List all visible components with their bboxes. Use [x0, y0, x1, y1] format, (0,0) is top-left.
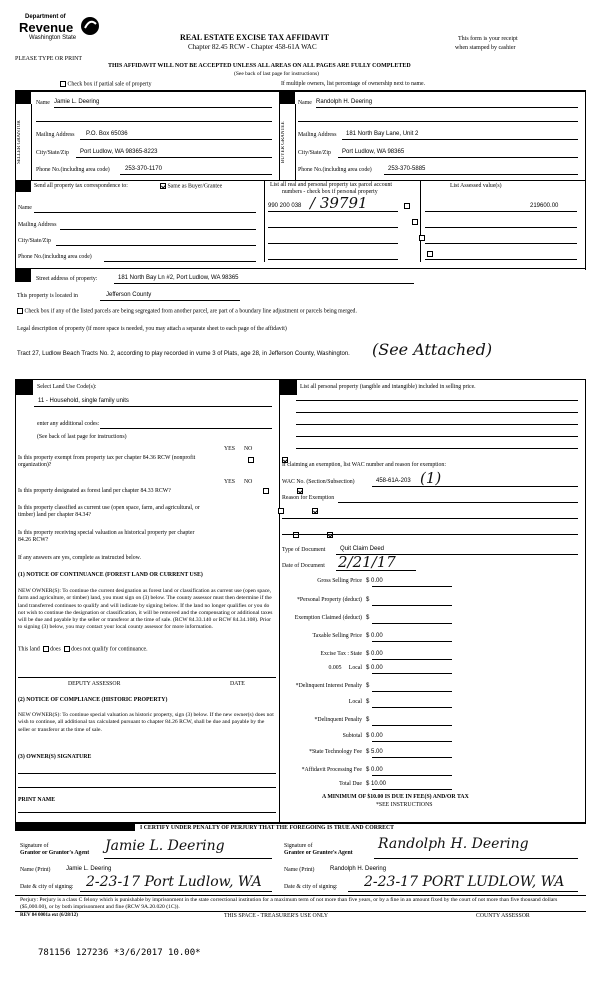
- street-label: Street address of property:: [36, 276, 98, 282]
- buyer-name-print[interactable]: Randolph H. Deering: [330, 866, 387, 872]
- q2-yes[interactable]: [263, 488, 269, 494]
- calc-label: Local: [348, 699, 362, 705]
- send-phone-label: Phone No.(including area code): [18, 254, 92, 260]
- seller-phone-field[interactable]: 253-370-1170: [125, 166, 162, 172]
- partial-sale-label: Check box if partial sale of property: [67, 81, 152, 88]
- notice1-title: (1) NOTICE OF CONTINUANCE (FOREST LAND OR CURRENT USE): [18, 572, 203, 578]
- logo-dept: Department of: [25, 14, 66, 20]
- calc-value[interactable]: $ 0.00: [366, 733, 383, 739]
- owners-signature-title: (3) OWNER(S) SIGNATURE: [18, 754, 92, 760]
- calc-underline: [372, 725, 452, 726]
- located-label: This property is located in: [17, 293, 78, 299]
- seller-name-print-label: Name (Print): [20, 867, 51, 873]
- landuse-seeback: (See back of last page for instructions): [37, 434, 127, 440]
- calc-underline: [372, 641, 452, 642]
- seller-city-field[interactable]: Port Ludlow, WA 98365-8223: [80, 149, 158, 155]
- same-as-buyer-label: Same as Buyer/Grantee: [167, 183, 223, 190]
- landuse-label: Select Land Use Code(s):: [37, 384, 97, 390]
- calc-underline: [372, 789, 452, 790]
- yes-header-1: YES: [224, 446, 235, 452]
- calc-underline: [372, 691, 452, 692]
- certify-statement: I CERTIFY UNDER PENALTY OF PERJURY THAT THE FOREGOING IS TRUE AND CORRECT: [140, 825, 395, 831]
- seller-signature: Jamie L. Deering: [105, 838, 225, 854]
- calc-label: Total Due: [339, 781, 362, 787]
- partial-sale-box[interactable]: [60, 81, 66, 87]
- q1-yes[interactable]: [248, 457, 254, 463]
- buyer-name-field[interactable]: Randolph H. Deering: [316, 99, 373, 105]
- calc-label: *Delinquent Penalty: [314, 717, 362, 723]
- buyer-side-label: BUYER GRANTEE: [281, 121, 286, 164]
- perjury-notice: Perjury: Perjury is a class C felony which is punishable by imprisonment in the state correctional institution for a maximum term of not more than five years, or by a fine in an amount fixed by the court of not more than five thousand dollars ($5,000.00), or by both imprisonment and fine (RCW 9A.20.020 (1C)).: [20, 897, 558, 910]
- q2-label: Is this property designated as forest land per chapter 84.33 RCW?: [18, 488, 171, 494]
- section-1-marker: [15, 90, 31, 104]
- q3-no[interactable]: [312, 508, 318, 514]
- calc-label: Taxable Selling Price: [312, 633, 362, 639]
- seller-date-label: Date & city of signing:: [20, 884, 74, 890]
- calc-value[interactable]: $: [366, 699, 370, 705]
- same-as-buyer-box[interactable]: [160, 183, 166, 189]
- calc-value[interactable]: $ 0.00: [366, 767, 383, 773]
- calc-label: 0.005 Local: [328, 665, 362, 671]
- no-header-2: NO: [244, 479, 253, 485]
- this-land-label: This land: [18, 646, 40, 653]
- continuance-row: [18, 646, 148, 652]
- warning-banner: THIS AFFIDAVIT WILL NOT BE ACCEPTED UNLESS ALL AREAS ON ALL PAGES ARE FULLY COMPLETED: [108, 63, 411, 69]
- partial-sale-checkbox[interactable]: [60, 81, 151, 87]
- calc-underline: [372, 707, 452, 708]
- calc-row: [282, 683, 578, 692]
- section-3-marker: [15, 180, 31, 192]
- calc-label: Subtotal: [342, 733, 362, 739]
- parcel-header-1: List all real and personal property tax parcel account: [270, 182, 393, 188]
- logo-revenue: Revenue: [19, 20, 74, 35]
- wac-field[interactable]: 458-61A-203: [376, 478, 411, 484]
- minimum-note: A MINIMUM OF $10.00 IS DUE IN FEE(S) AND/OR TAX: [322, 794, 469, 800]
- calc-row: [282, 633, 578, 642]
- calc-value[interactable]: $ 10.00: [366, 781, 387, 787]
- calc-row: [282, 781, 578, 790]
- revenue-logo: [15, 14, 105, 48]
- assessed-header: List Assessed value(s): [450, 183, 502, 189]
- send-name-label: Name: [18, 205, 32, 211]
- calc-row: [282, 767, 578, 776]
- logo-state: Washington State: [29, 35, 77, 41]
- does-label: does: [50, 646, 61, 653]
- treasurer-space: THIS SPACE - TREASURER'S USE ONLY: [224, 913, 329, 919]
- section-6-marker: [279, 379, 297, 395]
- calc-underline: [372, 659, 452, 660]
- buyer-name-print-label: Name (Print): [284, 867, 315, 873]
- buyer-city-label: City/State/Zip: [298, 150, 331, 156]
- receipt-note-1: This form is your receipt: [458, 36, 518, 42]
- calc-label: Gross Selling Price: [317, 578, 362, 584]
- section-4-marker: [15, 268, 31, 282]
- calc-underline: [372, 673, 452, 674]
- county-assessor: COUNTY ASSESSOR: [476, 913, 530, 919]
- calc-row: [282, 665, 578, 674]
- doc-type-label: Type of Document: [282, 547, 326, 553]
- calc-row: [282, 733, 578, 742]
- same-as-buyer-checkbox[interactable]: [160, 183, 222, 189]
- doesnot-label: does not qualify for continuance.: [71, 646, 148, 653]
- notice1-body: NEW OWNER(S): To continue the current designation as forest land or classification as current use (open space, farm and agriculture, or timber) land, you must sign on (3) below. The county assessor must then determine if the land transferred continues to qualify and will indicate by signing below. If the land no longer qualifies or you do not wish to continue the designation or classification, it will be removed and the compensating or additional taxes will be due and payable by the seller or transferor at the time of sale. (RCW 84.33.140 or RCW 84.34.108). Prior to signing (3) below, you may contact your local county assessor for more information.: [18, 588, 273, 631]
- notice2-body: NEW OWNER(S): To continue special valuation as historic property, sign (3) below. If the new owner(s) does not wish to continue, all additional tax calculated pursuant to chapter 84.26 RCW, shall be due and payable by the seller or transferor at the time of sale.: [18, 712, 274, 733]
- seller-name-label: Name: [36, 100, 50, 106]
- no-header-1: NO: [244, 446, 253, 452]
- seller-city-label: City/State/Zip: [36, 150, 69, 156]
- does-box[interactable]: [43, 646, 49, 652]
- calc-value[interactable]: $: [366, 683, 370, 689]
- located-field[interactable]: Jefferson County: [106, 292, 152, 298]
- parcel-header-2: numbers - check box if personal property: [282, 189, 378, 195]
- calc-value[interactable]: $: [366, 615, 370, 621]
- buyer-mail-label: Mailing Address: [298, 132, 337, 138]
- legal-label: Legal description of property (if more space is needed, you may attach a separate sheet to each page of the affidavit): [17, 326, 287, 332]
- seller-phone-label: Phone No.(including area code): [36, 167, 110, 173]
- landuse-field[interactable]: 11 - Household, single family units: [38, 398, 129, 404]
- calc-underline: [372, 741, 452, 742]
- buyer-date-city[interactable]: 2-23-17 PORT LUDLOW, WA: [364, 874, 565, 890]
- section-2-marker: [279, 90, 295, 104]
- buyer-sig-label-1: Signature of: [284, 843, 313, 849]
- segregated-box[interactable]: [17, 308, 23, 314]
- calc-label: *Affidavit Processing Fee: [301, 767, 362, 773]
- deputy-date-label: DATE: [230, 681, 245, 687]
- calc-underline: [372, 605, 452, 606]
- seller-name-field[interactable]: Jamie L. Deering: [54, 99, 100, 105]
- section-8-marker: [15, 822, 135, 831]
- buyer-mail-field[interactable]: 181 North Bay Lane, Unit 2: [346, 131, 419, 137]
- segregated-label: Check box if any of the listed parcels are being segregated from another parcel, are part of a boundary line adjustment or parcels being merged.: [24, 308, 357, 315]
- calc-underline: [372, 757, 452, 758]
- q2-no[interactable]: [297, 488, 303, 494]
- reason-label: Reason for Exemption: [282, 495, 335, 501]
- calc-underline: [372, 775, 452, 776]
- street-field[interactable]: 181 North Bay Ln #2, Port Ludlow, WA 98365: [118, 275, 239, 281]
- print-note: PLEASE TYPE OR PRINT: [15, 56, 83, 62]
- yes-header-2: YES: [224, 479, 235, 485]
- parcel-number[interactable]: 990 200 038: [268, 203, 302, 209]
- form-title: REAL ESTATE EXCISE TAX AFFIDAVIT: [180, 33, 330, 42]
- calc-row: [282, 651, 578, 660]
- legal-field[interactable]: Tract 27, Ludlow Beach Tracts No. 2, according to play recorded in vume 3 of Plats, age 28, in Jefferson County, Washington.: [17, 351, 350, 357]
- buyer-phone-label: Phone No.(including area code): [298, 167, 372, 173]
- seller-side-label: SELLER GRANTOR: [17, 120, 22, 165]
- q4-yes[interactable]: [293, 532, 299, 538]
- doc-date-field[interactable]: 2/21/17: [338, 553, 396, 571]
- rev-number: REV 84 0001a ext (6/28/12): [20, 913, 78, 918]
- calc-label: *State Technology Fee: [309, 749, 362, 755]
- seller-mail-field[interactable]: P.O. Box 65036: [86, 131, 128, 137]
- calc-value[interactable]: $ 0.00: [366, 633, 383, 639]
- seller-date-city[interactable]: 2-23-17 Port Ludlow, WA: [86, 874, 262, 890]
- q4-label: Is this property receiving special valuation as historical property per chapter 84.26 RCW?: [18, 530, 195, 543]
- buyer-name-label: Name: [298, 100, 312, 106]
- parcel-assessed-value[interactable]: 219600.00: [530, 203, 559, 209]
- multiple-owners-note: If multiple owners, list percentage of ownership next to name.: [281, 81, 426, 87]
- calc-row: [282, 578, 578, 587]
- form-subtitle: Chapter 82.45 RCW - Chapter 458-61A WAC: [188, 43, 317, 51]
- parcel-handwritten: / 39791: [310, 194, 368, 212]
- calc-row: [282, 717, 578, 726]
- section-5-marker: [15, 379, 33, 395]
- recording-stamp: 781156 127236 *3/6/2017 10.00*: [38, 948, 201, 958]
- calc-underline: [372, 623, 452, 624]
- buyer-phone-field[interactable]: 253-370-5885: [388, 166, 426, 172]
- parcel-personal-box-2[interactable]: [412, 219, 418, 225]
- calc-value[interactable]: $ 0.00: [366, 578, 383, 584]
- doesnot-box[interactable]: [64, 646, 70, 652]
- doc-type-field[interactable]: Quit Claim Deed: [340, 546, 385, 552]
- buyer-city-field[interactable]: Port Ludlow, WA 98365: [342, 149, 405, 155]
- q3-label: Is this property classified as current use (open space, farm, and agricultural, or timber) land per chapter 84.34?: [18, 505, 200, 518]
- calc-row: [282, 615, 578, 624]
- seller-mail-label: Mailing Address: [36, 132, 75, 138]
- buyer-signature: Randolph H. Deering: [378, 836, 529, 852]
- calc-value[interactable]: $ 0.00: [366, 665, 383, 671]
- calc-label: Exemption Claimed (deduct): [294, 615, 362, 621]
- send-city-label: City/State/Zip: [18, 238, 51, 244]
- calc-value[interactable]: $: [366, 717, 370, 723]
- notice2-title: (2) NOTICE OF COMPLIANCE (HISTORIC PROPERTY): [18, 697, 168, 703]
- q3-yes[interactable]: [278, 508, 284, 514]
- calc-label: *Delinquent Interest Penalty: [295, 683, 362, 689]
- send-mail-label: Mailing Address: [18, 222, 57, 228]
- buyer-date-label: Date & city of signing:: [284, 884, 338, 890]
- legal-handwritten: (See Attached): [372, 340, 493, 359]
- send-correspondence-label: Send all property tax correspondence to:: [34, 183, 128, 189]
- calc-label: *Personal Property (deduct): [296, 597, 362, 603]
- segregated-checkbox[interactable]: [17, 308, 357, 314]
- calc-underline: [372, 586, 452, 587]
- additional-codes-label: enter any additional codes:: [37, 421, 100, 427]
- calc-value[interactable]: $ 0.00: [366, 651, 383, 657]
- see-instructions: *SEE INSTRUCTIONS: [376, 802, 433, 808]
- wac-handwritten: (1): [420, 469, 442, 487]
- q4-no[interactable]: [327, 532, 333, 538]
- seller-sig-label-2: Grantor or Grantor's Agent: [20, 850, 90, 856]
- calc-value[interactable]: $ 5.00: [366, 749, 383, 755]
- doc-date-label: Date of Document: [282, 563, 325, 569]
- exemption-label: If claiming an exemption, list WAC number and reason for exemption:: [282, 462, 446, 468]
- calc-row: [282, 699, 578, 708]
- parcel-personal-box-3[interactable]: [419, 235, 425, 241]
- receipt-note-2: when stamped by cashier: [455, 45, 516, 51]
- calc-row: [282, 749, 578, 758]
- calc-value[interactable]: $: [366, 597, 370, 603]
- print-name-label: PRINT NAME: [18, 797, 56, 803]
- parcel-personal-box-4[interactable]: [427, 251, 433, 257]
- logo-swirl-icon: [79, 16, 101, 36]
- personal-property-label: List all personal property (tangible and intangible) included in selling price.: [300, 384, 476, 390]
- wac-label: WAC No. (Section/Subsection): [282, 479, 355, 485]
- calc-row: [282, 597, 578, 606]
- seller-sig-label-1: Signature of: [20, 843, 49, 849]
- deputy-assessor-label: DEPUTY ASSESSOR: [68, 681, 121, 687]
- calc-label: Excise Tax : State: [320, 651, 362, 657]
- seller-name-print[interactable]: Jamie L. Deering: [66, 866, 112, 872]
- parcel-personal-box-1[interactable]: [404, 203, 410, 209]
- ifany-note: If any answers are yes, complete as instructed below.: [18, 555, 141, 561]
- q1-label: Is this property exempt from property tax per chapter 84.36 RCW (nonprofit organization)?: [18, 455, 196, 468]
- buyer-sig-label-2: Grantee or Grantee's Agent: [284, 850, 353, 856]
- see-back-note: (See back of last page for instructions): [234, 71, 319, 77]
